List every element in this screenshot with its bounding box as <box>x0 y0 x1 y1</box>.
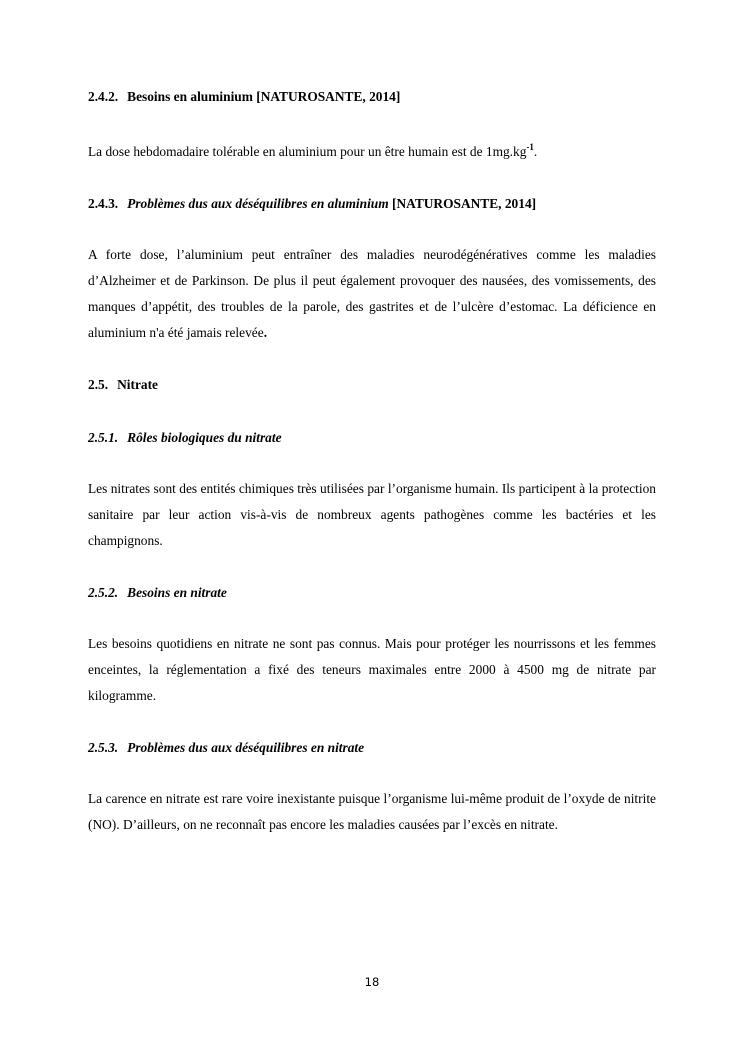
paragraph-2-4-2 <box>88 143 656 161</box>
section-number: 2.5. <box>88 377 109 392</box>
paragraph-2-4-3 <box>88 242 656 346</box>
section-title: Problèmes dus aux déséquilibres en aluminium <box>127 196 389 211</box>
superscript-exponent: -1 <box>526 142 534 152</box>
paragraph-text: La dose hebdomadaire tolérable en aluminium pour un être humain est de 1mg.kg <box>88 144 527 159</box>
paragraph-2-5-2 <box>88 631 656 709</box>
section-title: Besoins en nitrate <box>127 585 227 600</box>
heading-2-5-1 <box>88 430 656 446</box>
paragraph-text: Les nitrates sont des entités chimiques très utilisées par l’organisme humain. Ils participent à la protection sanitaire par leur action vis-à-vis de nombreux agents pathogènes comme les bactéries et les champignons. <box>88 481 656 548</box>
paragraph-period: . <box>263 325 268 340</box>
section-title: Problèmes dus aux déséquilibres en nitrate <box>127 740 365 755</box>
section-number: 2.5.2. <box>88 585 119 600</box>
paragraph-period: . <box>533 144 538 159</box>
section-title: Besoins en aluminium [NATUROSANTE, 2014] <box>127 89 401 104</box>
heading-2-5-2 <box>88 585 656 601</box>
paragraph-2-5-1 <box>88 476 656 554</box>
heading-2-5 <box>88 377 656 393</box>
section-number: 2.4.2. <box>88 89 119 104</box>
section-number: 2.4.3. <box>88 196 119 211</box>
page-number: 18 <box>364 975 380 989</box>
section-number: 2.5.1. <box>88 430 119 445</box>
section-reference: [NATUROSANTE, 2014] <box>388 196 537 211</box>
paragraph-text: La carence en nitrate est rare voire inexistante puisque l’organisme lui-même produit de l’oxyde de nitrite (NO). D’ailleurs, on ne reconnaît pas encore les maladies causées par l’excès en nitrate. <box>88 791 656 832</box>
paragraph-2-5-3 <box>88 786 656 838</box>
heading-2-4-3 <box>88 196 656 212</box>
heading-2-4-2 <box>88 89 656 105</box>
paragraph-text: Les besoins quotidiens en nitrate ne sont pas connus. Mais pour protéger les nourrissons et les femmes enceintes, la réglementation a fixé des teneurs maximales entre 2000 à 4500 mg de nitrate par kilogramme. <box>88 636 656 703</box>
section-number: 2.5.3. <box>88 740 119 755</box>
section-title: Nitrate <box>117 377 158 392</box>
heading-2-5-3 <box>88 740 656 756</box>
section-title: Rôles biologiques du nitrate <box>127 430 282 445</box>
paragraph-text: A forte dose, l’aluminium peut entraîner des maladies neurodégénératives comme les maladies d’Alzheimer et de Parkinson. De plus il peut également provoquer des nausées, des vomissements, des manques d’appétit, des troubles de la parole, des gastrites et de l’ulcère d’estomac. La déficience en aluminium n'a été jamais relevée <box>88 247 656 340</box>
